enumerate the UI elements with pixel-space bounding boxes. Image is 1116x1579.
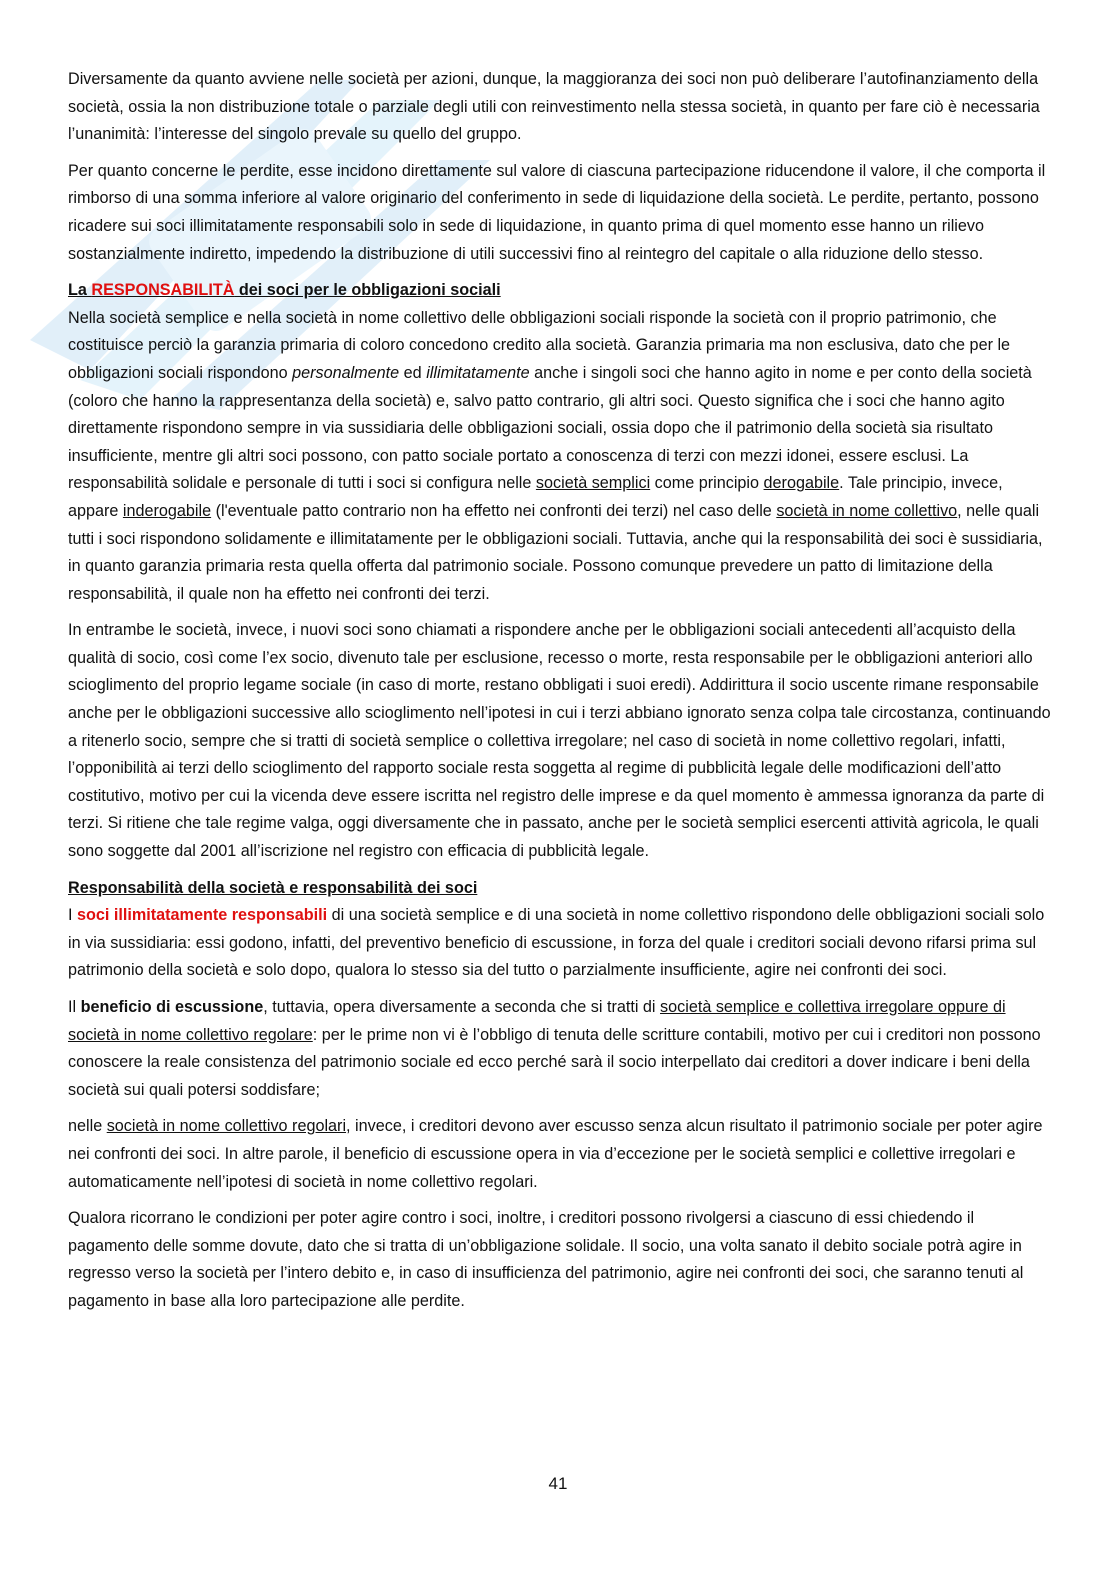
paragraph-perdite: Per quanto concerne le perdite, esse incidono direttamente sul valore di ciascuna partecipazione riducendone il valore, il che comporta il rimborso di una somma inferiore al valore originario del conferimento in sede di liquidazione della società. Le perdite, pertanto, possono ricadere sui soci illimitatamente responsabili solo in sede di liquidazione, in quanto prima di quel momento esse hanno un rilievo sostanzialmente indiretto, impedendo la distribuzione di utili successivi fino al reintegro del capitale o alla riduzione dello stesso. [68, 161, 1046, 263]
paragraph-beneficio-escussione: Il beneficio di escussione, tuttavia, opera diversamente a seconda che si tratti di società semplice e collettiva irregolare oppure di società in nome collettivo regolare: per le prime non vi è l’obbligo di tenuta delle scritture contabili, motivo per cui i creditori non possono conoscere la reale consistenza del patrimonio sociale ed ecco perché sarà il socio interpellato dai creditori a dover indicare i beni della società sui quali potersi soddisfare; [68, 998, 1041, 1099]
paragraph-soci-illimitatamente: I soci illimitatamente responsabili di una società semplice e di una società in nome collettivo rispondono delle obbligazioni sociali solo in via sussidiaria: essi godono, infatti, del preventivo beneficio di escussione, in forza del quale i creditori sociali devono rifarsi prima sul patrimonio della società e solo dopo, qualora lo stesso sia del tutto o parzialmente insufficiente, agire nei confronti dei soci. [68, 906, 1045, 980]
paragraph-obbligazione-solidale: Qualora ricorrano le condizioni per poter agire contro i soci, inoltre, i creditori possono rivolgersi a ciascuno di essi chiedendo il pagamento delle somme dovute, dato che si tratta di un’obbligazione solidale. Il socio, una volta sanato il debito sociale potrà agire in regresso verso la società per l’intero debito e, in caso di insufficienza del patrimonio, agire nei confronti dei soci, che saranno tenuti al pagamento in base alla loro partecipazione alle perdite. [68, 1209, 1024, 1310]
paragraph-autofinanziamento: Diversamente da quanto avviene nelle società per azioni, dunque, la maggioranza dei soci non può deliberare l’autofinanziamento della società, ossia la non distribuzione totale o parziale degli utili con reinvestimento nella stessa società, in quanto per fare ciò è necessaria l’unanimità: l’interesse del singolo prevale su quello del gruppo. [68, 70, 1040, 144]
paragraph-societa-regolari: nelle società in nome collettivo regolari, invece, i creditori devono aver escusso senza alcun risultato il patrimonio sociale per poter agire nei confronti dei soci. In altre parole, il beneficio di escussione opera in via d’eccezione per le società semplici e collettive irregolari e automaticamente nell’ipotesi di società in nome collettivo regolari. [68, 1117, 1043, 1191]
paragraph-responsabilita-soci: Nella società semplice e nella società in nome collettivo delle obbligazioni sociali risponde la società con il proprio patrimonio, che costituisce perciò la garanzia primaria di coloro concedono credito alla società. Garanzia primaria ma non esclusiva, dato che per le obbligazioni sociali rispondono personalmente ed illimitatamente anche i singoli soci che hanno agito in nome e per conto della società (coloro che hanno la rappresentanza della società) e, salvo patto contrario, gli altri soci. Questo significa che i soci che hanno agito direttamente rispondono sempre in via sussidiaria delle obbligazioni sociali, ossia dopo che il patrimonio della società sia risultato insufficiente, mentre gli altri soci possono, con patto sociale portato a conoscenza di terzi con mezzi idonei, essere esclusi. La responsabilità solidale e personale di tutti i soci si configura nelle società semplici come principio derogabile. Tale principio, invece, appare inderogabile (l'eventuale patto contrario non ha effetto nei confronti dei terzi) nel caso delle società in nome collettivo, nelle quali tutti i soci rispondono solidamente e illimitatamente per le obbligazioni sociali. Tuttavia, anche qui la responsabilità dei soci è sussidiaria, in quanto garanzia primaria resta quella offerta dal patrimonio sociale. Possono comunque prevedere un patto di limitazione della responsabilità, il quale non ha effetto nei confronti dei terzi. [68, 308, 1043, 603]
section-heading-responsabilita: La RESPONSABILITÀ dei soci per le obbligazioni sociali [68, 281, 501, 300]
page-number: 41 [548, 1474, 568, 1493]
paragraph-nuovi-soci: In entrambe le società, invece, i nuovi soci sono chiamati a rispondere anche per le obbligazioni sociali antecedenti all’acquisto della qualità di socio, così come l’ex socio, divenuto tale per esclusione, recesso o morte, resta responsabile per le obbligazioni anteriori allo scioglimento del proprio legame sociale (in caso di morte, restano obbligati i suoi eredi). Addirittura il socio uscente rimane responsabile anche per le obbligazioni successive allo scioglimento nell’ipotesi in cui i terzi abbiano ignorato senza colpa tale circostanza, continuando a ritenerlo socio, sempre che si tratti di società semplice o collettiva irregolare; nel caso di società in nome collettivo regolari, infatti, l’opponibilità ai terzi dello scioglimento del rapporto sociale resta soggetta al regime di pubblicità legale delle modificazioni dell’atto costitutivo, motivo per cui la vicenda deve essere iscritta nel registro delle imprese e da quel momento è ammessa ignoranza da parte di terzi. Si ritiene che tale regime valga, oggi diversamente che in passato, anche per le società semplici esercenti attività agricola, le quali sono soggette dal 2001 all’iscrizione nel registro con efficacia di pubblicità legale. [68, 621, 1051, 861]
section-heading-responsabilita-societa: Responsabilità della società e responsabilità dei soci [68, 878, 478, 897]
document-body [68, 66, 1052, 1325]
